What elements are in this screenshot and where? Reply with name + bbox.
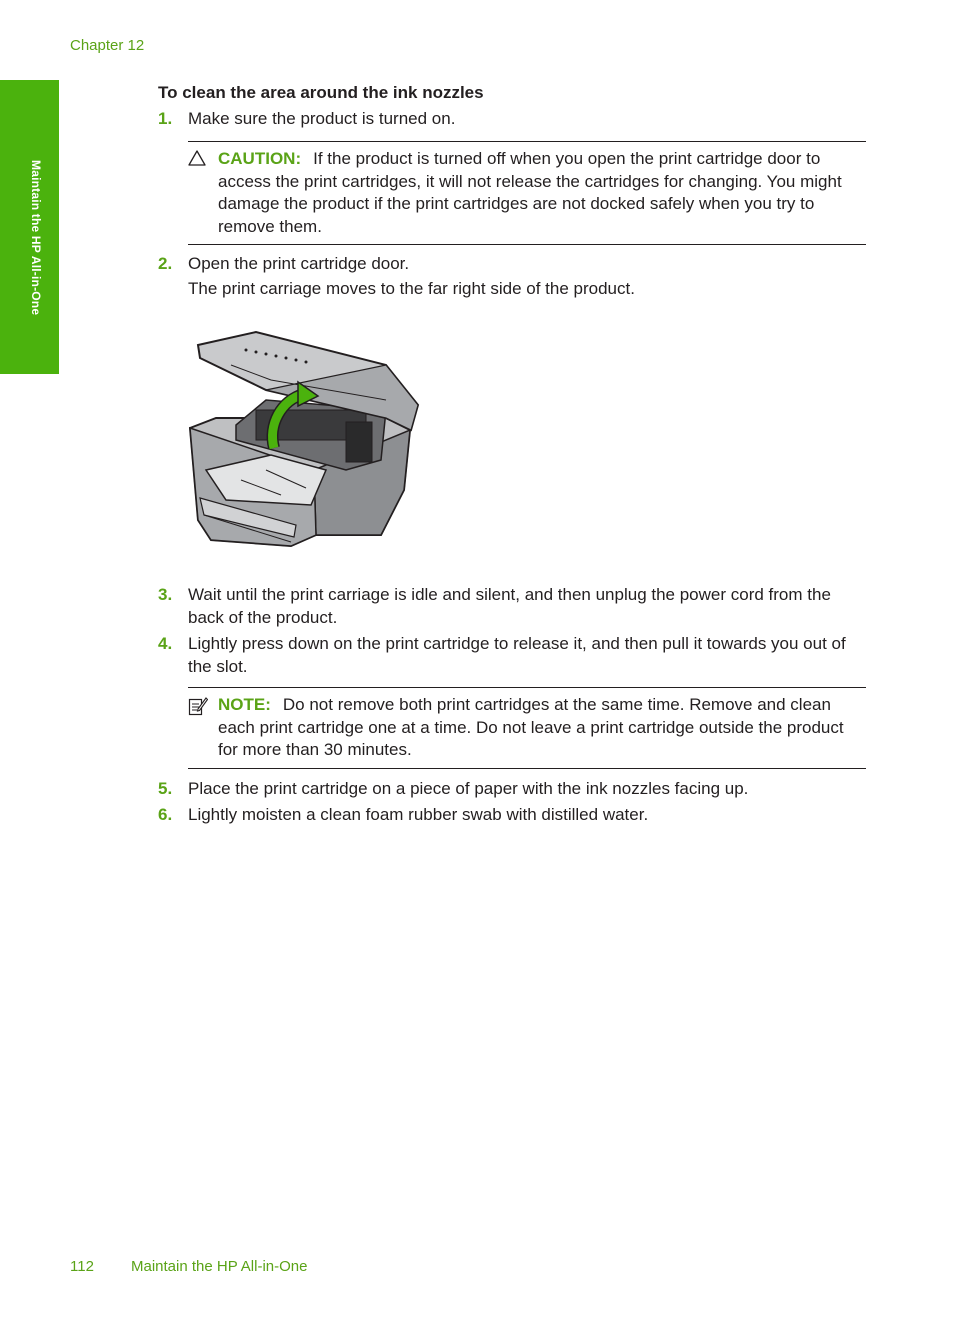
step-text: Lightly press down on the print cartridge to release it, and then pull it towards you out of the slot. (188, 634, 846, 676)
step-1 (158, 108, 868, 131)
footer-title: Maintain the HP All-in-One (131, 1258, 308, 1275)
note-text: Do not remove both print cartridges at the same time. Remove and clean each print cartridge one at a time. Do not leave a print cartridge outside the product for more than 30 minutes. (218, 695, 844, 759)
step-3 (158, 584, 868, 629)
caution-triangle-icon (188, 150, 206, 171)
step-text: Place the print cartridge on a piece of paper with the ink nozzles facing up. (188, 779, 749, 798)
step-number: 3. (158, 585, 173, 604)
section-heading: To clean the area around the ink nozzles (158, 83, 484, 102)
step-number: 6. (158, 805, 173, 824)
step-number: 1. (158, 109, 173, 128)
note-label: NOTE: (218, 695, 271, 714)
printer-open-door-illustration (186, 330, 421, 548)
caution-label: CAUTION: (218, 149, 302, 168)
step-2 (158, 253, 868, 300)
step-text: Wait until the print carriage is idle and silent, and then unplug the power cord from the back of the product. (188, 585, 831, 627)
caution-box (188, 141, 866, 245)
step-number: 5. (158, 779, 173, 798)
step-text: Lightly moisten a clean foam rubber swab with distilled water. (188, 805, 649, 824)
step-text: Make sure the product is turned on. (188, 109, 456, 128)
caution-text: If the product is turned off when you open the print cartridge door to access the print cartridges, it will not release the cartridges for changing. You might damage the product if the print cartridges are not docked safely when you try to remove them. (218, 149, 842, 236)
note-pencil-icon (188, 696, 208, 721)
step-number: 4. (158, 634, 173, 653)
step-text: Open the print cartridge door. (188, 254, 410, 273)
note-box (188, 687, 866, 769)
step-5 (158, 778, 868, 801)
step-4 (158, 633, 868, 678)
side-tab-label: Maintain the HP All-in-One (29, 160, 43, 316)
page-number: 112 (70, 1258, 94, 1275)
chapter-label: Chapter 12 (70, 37, 145, 54)
step-number: 2. (158, 254, 173, 273)
step-detail: The print carriage moves to the far right side of the product. (188, 278, 635, 298)
step-6 (158, 804, 868, 827)
